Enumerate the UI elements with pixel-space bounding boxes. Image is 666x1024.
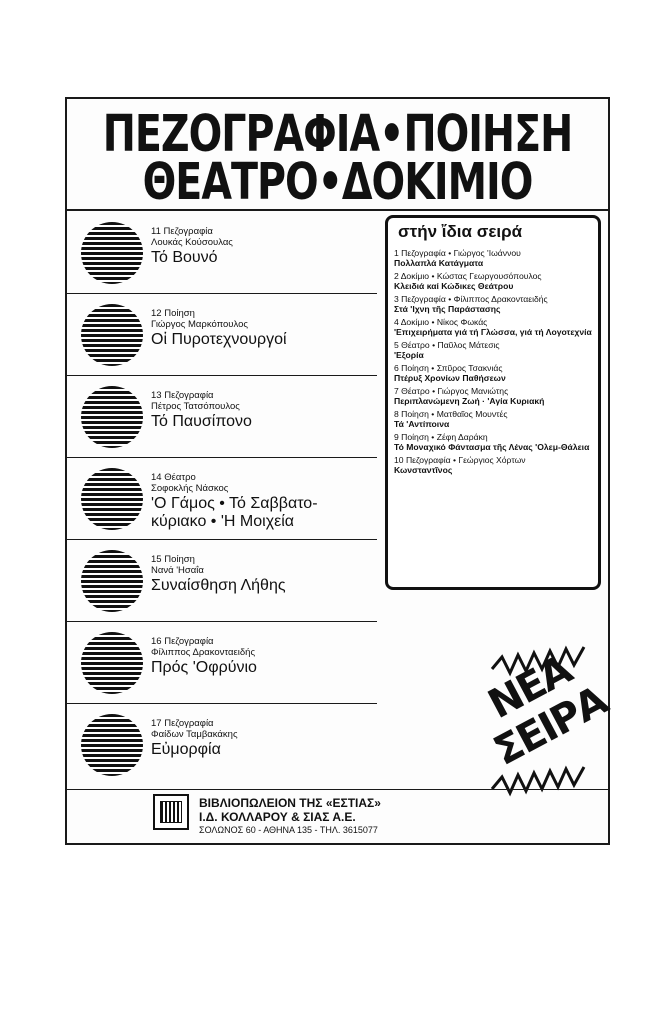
series-entry-title: Κωνσταντῖνος xyxy=(394,465,453,475)
series-entry-title: Πτέρυξ Χρονίων Παθήσεων xyxy=(394,373,506,383)
headline-line-2: ΘΕΑΤΡΟ•ΔΟΚΙΜΙΟ xyxy=(142,153,533,212)
book-title: Πρός 'Οφρύνιο xyxy=(151,659,257,676)
series-entry xyxy=(394,386,598,406)
sphere-graphic xyxy=(81,468,143,530)
book-entry xyxy=(67,622,377,704)
book-number-genre: 12 Ποίηση xyxy=(151,308,195,319)
series-entry-title: Τά 'Αντίποινα xyxy=(394,419,450,429)
series-entry-line: 5 Θέατρο • Παῦλος Μάτεσις xyxy=(394,340,500,350)
sphere-graphic xyxy=(81,222,143,284)
book-title: 'Ο Γάμος • Τό Σαββατο-κύριακο • 'Η Μοιχεία xyxy=(151,495,318,530)
series-entry-title: Πολλαπλά Κατάγματα xyxy=(394,258,484,268)
book-title: Εὐμορφία xyxy=(151,741,221,758)
series-entry-line: 8 Ποίηση • Ματθαῖος Μουντές xyxy=(394,409,508,419)
series-panel-title: στήν ἴδια σειρά xyxy=(398,222,523,241)
sphere-graphic xyxy=(81,714,143,776)
badge-text: ΝΕΑ ΣΕΙΡΑ xyxy=(481,647,615,775)
book-entry xyxy=(67,704,377,786)
series-entry-title: 'Επιχειρήματα γιά τή Γλώσσα, γιά τή Λογοτεχνία xyxy=(394,327,592,337)
series-entry xyxy=(394,409,598,429)
book-author: Νανά 'Ησαΐα xyxy=(151,565,204,576)
book-entry xyxy=(67,294,377,376)
series-entry-title: Τό Μοναχικό Φάντασμα τῆς Λένας 'Ολεμ-Θάλεια xyxy=(394,442,590,452)
series-entry-title: Στά 'Ιχνη τῆς Παράστασης xyxy=(394,304,501,314)
book-author: Φαίδων Ταμβακάκης xyxy=(151,729,238,740)
series-entry-line: 4 Δοκίμιο • Νίκος Φωκάς xyxy=(394,317,488,327)
sphere-graphic xyxy=(81,550,143,612)
book-number-genre: 17 Πεζογραφία xyxy=(151,718,214,729)
series-entry xyxy=(394,248,598,268)
series-list xyxy=(394,248,598,478)
book-number-genre: 16 Πεζογραφία xyxy=(151,636,214,647)
series-entry xyxy=(394,455,598,475)
book-title: Συναίσθηση Λήθης xyxy=(151,577,286,594)
book-author: Λουκάς Κούσουλας xyxy=(151,237,233,248)
book-author: Σοφοκλής Νάσκος xyxy=(151,483,229,494)
series-entry xyxy=(394,271,598,291)
sphere-graphic xyxy=(81,386,143,448)
book-author: Πέτρος Τατσόπουλος xyxy=(151,401,240,412)
series-entry-title: Κλειδιά καί Κώδικες Θεάτρου xyxy=(394,281,514,291)
book-entry xyxy=(67,540,377,622)
book-author: Φίλιππος Δρακονταειδής xyxy=(151,647,256,658)
book-number-genre: 15 Ποίηση xyxy=(151,554,195,565)
series-entry-line: 9 Ποίηση • Ζέφη Δαράκη xyxy=(394,432,488,442)
sphere-graphic xyxy=(81,632,143,694)
publisher-block xyxy=(199,796,381,836)
publisher-name: ΒΙΒΛΙΟΠΩΛΕΙΟΝ ΤΗΣ «ΕΣΤΙΑΣ» xyxy=(199,796,381,810)
book-entry xyxy=(67,458,377,540)
publisher-logo-icon xyxy=(153,794,189,830)
series-entry-line: 7 Θέατρο • Γιώργος Μανιώτης xyxy=(394,386,509,396)
series-entry-line: 2 Δοκίμιο • Κώστας Γεωργουσόπουλος xyxy=(394,271,542,281)
publisher-company: Ι.Δ. ΚΟΛΛΑΡΟΥ & ΣΙΑΣ Α.Ε. xyxy=(199,810,356,824)
book-entry xyxy=(67,212,377,294)
book-number-genre: 13 Πεζογραφία xyxy=(151,390,214,401)
book-title: Τό Παυσίπονο xyxy=(151,413,252,430)
book-entry xyxy=(67,376,377,458)
footer-divider xyxy=(67,789,608,790)
book-number-genre: 14 Θέατρο xyxy=(151,472,196,483)
advertisement-frame xyxy=(65,97,615,845)
headline-divider xyxy=(67,209,608,211)
series-entry xyxy=(394,363,598,383)
series-entry xyxy=(394,432,598,452)
book-title: Τό Βουνό xyxy=(151,249,218,266)
publisher-address: ΣΟΛΩΝΟΣ 60 - ΑΘΗΝΑ 135 - ΤΗΛ. 3615077 xyxy=(199,825,378,835)
series-entry-line: 1 Πεζογραφία • Γιώργος 'Ιωάννου xyxy=(394,248,521,258)
series-entry-title: Περιπλανώμενη Ζωή · 'Αγία Κυριακή xyxy=(394,396,545,406)
series-entry-title: 'Εξορία xyxy=(394,350,424,360)
series-entry xyxy=(394,340,598,360)
series-entry xyxy=(394,317,598,337)
new-series-badge xyxy=(472,639,615,799)
series-entry-line: 3 Πεζογραφία • Φίλιππος Δρακονταειδής xyxy=(394,294,548,304)
series-panel xyxy=(385,215,601,590)
book-number-genre: 11 Πεζογραφία xyxy=(151,226,213,237)
series-entry-line: 6 Ποίηση • Σπῦρος Τσακνιάς xyxy=(394,363,503,373)
book-author: Γιώργος Μαρκόπουλος xyxy=(151,319,248,330)
series-entry xyxy=(394,294,598,314)
sphere-graphic xyxy=(81,304,143,366)
headline-line-1: ΠΕΖΟΓΡΑΦΙΑ•ΠΟΙΗΣΗ xyxy=(102,105,573,164)
series-entry-line: 10 Πεζογραφία • Γεώργιος Χόρτων xyxy=(394,455,526,465)
book-title: Οἱ Πυροτεχνουργοί xyxy=(151,331,287,348)
